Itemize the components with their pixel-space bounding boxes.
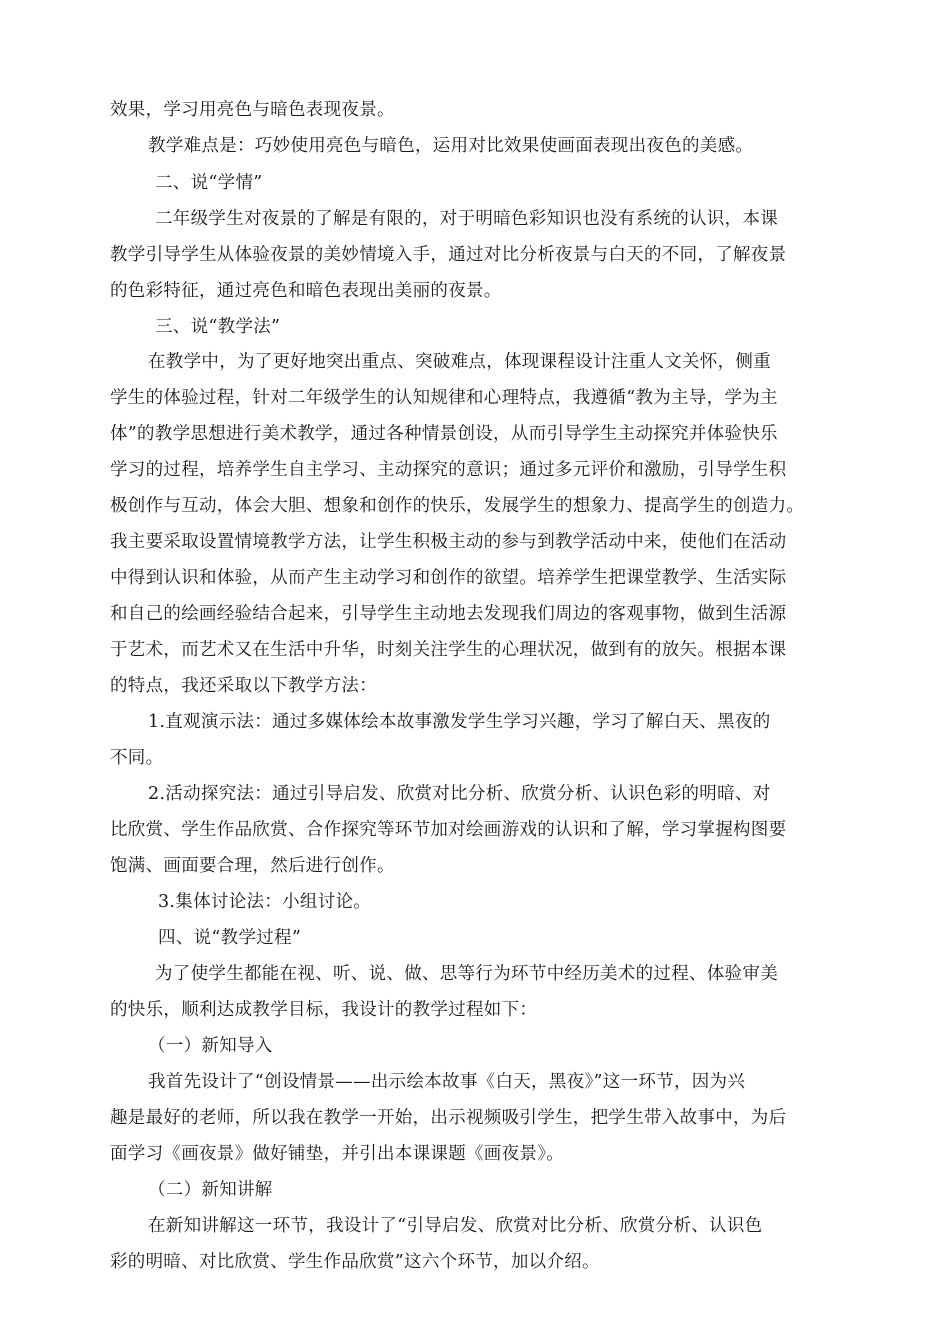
text-line: 学习的过程，培养学生自主学习、主动探究的意识；通过多元评价和激励，引导学生积 [110,460,787,480]
section-heading: 二、说“学情” [155,173,263,193]
text-line: 中得到认识和体验，从而产生主动学习和创作的欲望。培养学生把课堂教学、生活实际 [110,568,787,588]
text-line: 在新知讲解这一环节，我设计了“引导启发、欣赏对比分析、欣赏分析、认识色 [148,1216,763,1236]
text-line: 的特点，我还采取以下教学方法： [110,676,377,696]
text-line: 面学习《画夜景》做好铺垫，并引出本课课题《画夜景》。 [110,1144,565,1164]
text-line: 为了使学生都能在视、听、说、做、思等行为环节中经历美术的过程、体验审美 [155,964,778,984]
text-line: 学生的体验过程，针对二年级学生的认知规律和心理特点，我遵循“教为主导，学为主 [110,388,778,408]
text-line: 的快乐，顺利达成教学目标，我设计的教学过程如下： [110,1000,538,1020]
list-item: 1.直观演示法：通过多媒体绘本故事激发学生学习兴趣，学习了解白天、黑夜的 [148,712,771,732]
text-line: 彩的明暗、对比欣赏、学生作品欣赏”这六个环节，加以介绍。 [110,1252,600,1272]
text-line: 和自己的绘画经验结合起来，引导学生主动地去发现我们周边的客观事物，做到生活源 [110,604,787,624]
text-line: 效果，学习用亮色与暗色表现夜景。 [110,100,395,120]
text-line: 教学引导学生从体验夜景的美妙情境入手，通过对比分析夜景与白天的不同，了解夜景 [110,245,787,265]
text-line: 二年级学生对夜景的了解是有限的，对于明暗色彩知识也没有系统的认识，本课 [155,209,778,229]
text-line: 比欣赏、学生作品欣赏、合作探究等环节加对绘画游戏的认识和了解，学习掌握构图要 [110,820,787,840]
text-line: 我主要采取设置情境教学方法，让学生积极主动的参与到教学活动中来，使他们在活动 [110,532,787,552]
subsection-heading: （二）新知讲解 [148,1180,273,1200]
text-line: 极创作与互动，体会大胆、想象和创作的快乐，发展学生的想象力、提高学生的创造力。 [110,496,805,516]
text-line: 趣是最好的老师，所以我在教学一开始，出示视频吸引学生，把学生带入故事中，为后 [110,1108,787,1128]
section-heading: 三、说“教学法” [155,317,281,337]
text-line: 在教学中，为了更好地突出重点、突破难点，体现课程设计注重人文关怀，侧重 [148,352,771,372]
text-line: 的色彩特征，通过亮色和暗色表现出美丽的夜景。 [110,281,502,301]
text-line: 我首先设计了“创设情景——出示绘本故事《白天，黑夜》”这一环节，因为兴 [148,1072,746,1092]
text-line: 饱满、画面要合理，然后进行创作。 [110,856,395,876]
list-item: 3.集体讨论法：小组讨论。 [158,892,372,912]
text-line: 不同。 [110,748,164,768]
text-line: 体”的教学思想进行美术教学，通过各种情景创设，从而引导学生主动探究并体验快乐 [110,424,778,444]
subsection-heading: （一）新知导入 [148,1036,273,1056]
text-line: 教学难点是：巧妙使用亮色与暗色，运用对比效果使画面表现出夜色的美感。 [148,136,754,156]
section-heading: 四、说“教学过程” [158,928,302,948]
list-item: 2.活动探究法：通过引导启发、欣赏对比分析、欣赏分析、认识色彩的明暗、对 [148,784,771,804]
text-line: 于艺术，而艺术又在生活中升华，时刻关注学生的心理状况，做到有的放矢。根据本课 [110,640,787,660]
